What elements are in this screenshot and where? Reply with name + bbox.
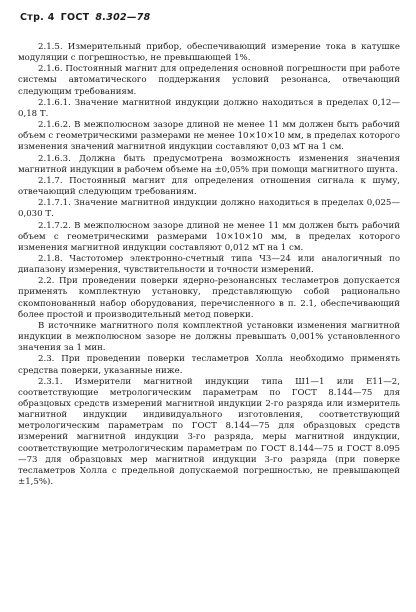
paragraph: 2.1.5. Измерительный прибор, обеспечивающий измерение тока в катушке модуляции с погрешностью, не превышающей 1%. [18, 42, 400, 64]
paragraph: В источнике магнитного поля комплектной установки изменения магнитной индукции в межполюсном зазоре не должны превышать 0,001% установленного значения за 1 мин. [18, 320, 400, 354]
paragraph: 2.1.7. Постоянный магнит для определения отношения сигнала к шуму, отвечающий следующим требованиям. [18, 175, 400, 198]
gost-label: ГОСТ [60, 12, 90, 23]
paragraph: 2.3.1. Измерители магнитной индукции типа Ш1—1 или Е11—2, соответствующие метрологическим параметрам по ГОСТ 8.144—75 для образцовых средств измерений магнитной индукции 2-го разряда или измеритель магнитной индукции индивидуального изготовления, соответствующий метрологическим параметрам по ГОСТ 8.144—75 для образцовых средств измерений магнитной индукции 3-го разряда, меры магнитной индукции, соответствующие метрологическим параметрам по ГОСТ 8.144—75 и ГОСТ 8.095—73 для образцовых мер магнитной индукции 3-го разряда (при поверке тесламетров Холла с предельной допускаемой погрешностью, не превышающей ±1,5%). [18, 376, 400, 488]
document-body [18, 42, 400, 488]
paragraph: 2.1.7.1. Значение магнитной индукции должно находиться в пределах 0,025—0,030 Т. [18, 198, 400, 220]
paragraph: 2.1.6. Постоянный магнит для определения основной погрешности при работе системы автоматического поддержания условий резонанса, отвечающий следующим требованиям. [18, 64, 400, 97]
paragraph: 2.1.8. Частотомер электронно-счетный типа Ч3—24 или аналогичный по диапазону измерения, чувствительности и точности измерений. [18, 253, 400, 276]
paragraph: 2.1.6.3. Должна быть предусмотрена возможность изменения значения магнитной индукции в рабочем объеме на ±0,05% при помощи магнитного шунта. [18, 153, 400, 175]
paragraph: 2.2. При проведении поверки ядерно-резонансных тесламетров допускается применять комплектную установку, представляющую собой рационально скомпонованный набор оборудования, перечисленного в п. 2.1, обеспечивающий более простой и производительный метод поверки. [18, 276, 400, 320]
document-page [18, 12, 400, 602]
paragraph: 2.1.6.2. В межполюсном зазоре длиной не менее 11 мм должен быть рабочий объем с геометрическими размерами не менее 10×10×10 мм, в пределах которого изменения значений магнитной индукции составляют 0,03 мТ на 1 см. [18, 120, 400, 153]
paragraph: 2.3. При проведении поверки тесламетров Холла необходимо применять средства поверки, указанные ниже. [18, 354, 400, 376]
paragraph: 2.1.7.2. В межполюсном зазоре длиной не менее 11 мм должен быть рабочий объем с геометрическими размерами 10×10×10 мм, в пределах которого изменения магнитной индукции составляют 0,012 мТ на 1 см. [18, 220, 400, 253]
page-header [20, 12, 400, 26]
standard-number: 8.302—78 [95, 12, 151, 23]
page-number: Стр. 4 [20, 12, 55, 23]
paragraph: 2.1.6.1. Значение магнитной индукции должно находиться в пределах 0,12—0,18 Т. [18, 97, 400, 119]
